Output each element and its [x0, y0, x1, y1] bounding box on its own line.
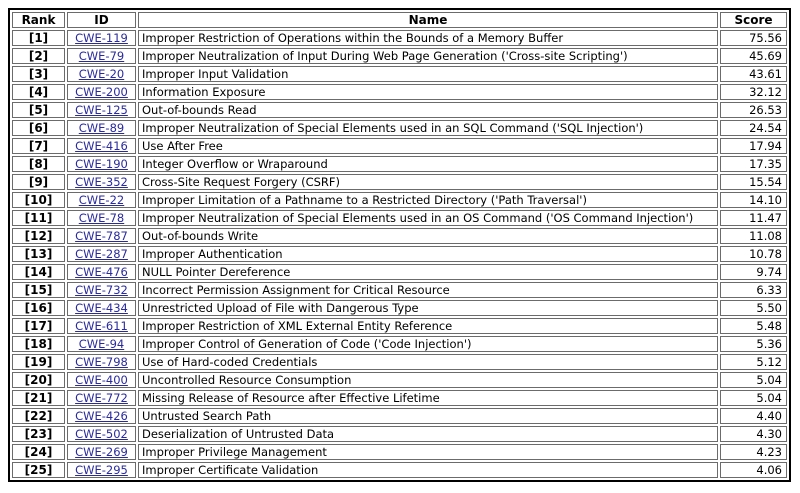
rank-cell: [19] — [12, 354, 65, 370]
cwe-id-cell — [67, 120, 136, 136]
cwe-name-cell: Information Exposure — [138, 84, 718, 100]
rank-cell: [12] — [12, 228, 65, 244]
table-row — [12, 282, 787, 298]
cwe-name-cell: Improper Authentication — [138, 246, 718, 262]
cwe-id-cell — [67, 318, 136, 334]
cwe-name-cell: Improper Privilege Management — [138, 444, 718, 460]
cwe-id-cell — [67, 282, 136, 298]
rank-cell: [4] — [12, 84, 65, 100]
rank-cell: [17] — [12, 318, 65, 334]
cwe-id-cell — [67, 300, 136, 316]
column-header-rank: Rank — [12, 12, 65, 28]
rank-cell: [6] — [12, 120, 65, 136]
cwe-id-link[interactable]: CWE-20 — [78, 66, 125, 81]
cwe-id-cell — [67, 426, 136, 442]
cwe-id-cell — [67, 210, 136, 226]
rank-cell: [13] — [12, 246, 65, 262]
cwe-name-cell: Cross-Site Request Forgery (CSRF) — [138, 174, 718, 190]
cwe-id-cell — [67, 66, 136, 82]
rank-cell: [20] — [12, 372, 65, 388]
cwe-name-cell: Deserialization of Untrusted Data — [138, 426, 718, 442]
cwe-id-cell — [67, 228, 136, 244]
score-cell: 5.36 — [720, 336, 787, 352]
table-row — [12, 66, 787, 82]
cwe-id-link[interactable]: CWE-476 — [75, 264, 128, 279]
cwe-name-cell: Integer Overflow or Wraparound — [138, 156, 718, 172]
cwe-id-link[interactable]: CWE-119 — [75, 30, 128, 45]
score-cell: 5.50 — [720, 300, 787, 316]
cwe-name-cell: Untrusted Search Path — [138, 408, 718, 424]
table-row — [12, 246, 787, 262]
score-cell: 9.74 — [720, 264, 787, 280]
score-cell: 6.33 — [720, 282, 787, 298]
table-row — [12, 120, 787, 136]
cwe-name-cell: Use of Hard-coded Credentials — [138, 354, 718, 370]
cwe-id-cell — [67, 372, 136, 388]
cwe-id-cell — [67, 192, 136, 208]
table-row — [12, 156, 787, 172]
table-row — [12, 264, 787, 280]
score-cell: 45.69 — [720, 48, 787, 64]
cwe-name-cell: Improper Input Validation — [138, 66, 718, 82]
score-cell: 32.12 — [720, 84, 787, 100]
cwe-id-cell — [67, 462, 136, 478]
rank-cell: [15] — [12, 282, 65, 298]
table-row — [12, 354, 787, 370]
score-cell: 11.47 — [720, 210, 787, 226]
column-header-score: Score — [720, 12, 787, 28]
cwe-id-cell — [67, 156, 136, 172]
rank-cell: [16] — [12, 300, 65, 316]
cwe-name-cell: Use After Free — [138, 138, 718, 154]
cwe-name-cell: Unrestricted Upload of File with Dangerous Type — [138, 300, 718, 316]
rank-cell: [11] — [12, 210, 65, 226]
cwe-id-link[interactable]: CWE-502 — [75, 426, 128, 441]
rank-cell: [14] — [12, 264, 65, 280]
cwe-id-link[interactable]: CWE-94 — [78, 336, 125, 351]
table-row — [12, 174, 787, 190]
cwe-id-cell — [67, 30, 136, 46]
cwe-id-link[interactable]: CWE-611 — [75, 318, 128, 333]
cwe-name-cell: NULL Pointer Dereference — [138, 264, 718, 280]
cwe-id-cell — [67, 246, 136, 262]
rank-cell: [24] — [12, 444, 65, 460]
score-cell: 4.23 — [720, 444, 787, 460]
cwe-id-link[interactable]: CWE-287 — [75, 246, 128, 261]
cwe-id-cell — [67, 264, 136, 280]
cwe-name-cell: Missing Release of Resource after Effective Lifetime — [138, 390, 718, 406]
rank-cell: [8] — [12, 156, 65, 172]
cwe-name-cell: Improper Neutralization of Input During Web Page Generation ('Cross-site Scripting') — [138, 48, 718, 64]
score-cell: 17.94 — [720, 138, 787, 154]
cwe-id-cell — [67, 174, 136, 190]
score-cell: 5.04 — [720, 372, 787, 388]
cwe-id-link[interactable]: CWE-269 — [75, 444, 128, 459]
header-row — [12, 12, 787, 28]
cwe-top25-table — [8, 8, 791, 482]
score-cell: 4.30 — [720, 426, 787, 442]
table-body — [12, 30, 787, 478]
score-cell: 10.78 — [720, 246, 787, 262]
score-cell: 43.61 — [720, 66, 787, 82]
score-cell: 24.54 — [720, 120, 787, 136]
table-row — [12, 228, 787, 244]
cwe-id-link[interactable]: CWE-200 — [75, 84, 128, 99]
cwe-name-cell: Improper Restriction of XML External Entity Reference — [138, 318, 718, 334]
rank-cell: [1] — [12, 30, 65, 46]
score-cell: 5.48 — [720, 318, 787, 334]
rank-cell: [9] — [12, 174, 65, 190]
table-row — [12, 408, 787, 424]
table-row — [12, 336, 787, 352]
cwe-id-link[interactable]: CWE-772 — [75, 390, 128, 405]
table-row — [12, 84, 787, 100]
rank-cell: [21] — [12, 390, 65, 406]
cwe-name-cell: Uncontrolled Resource Consumption — [138, 372, 718, 388]
rank-cell: [2] — [12, 48, 65, 64]
cwe-id-link[interactable]: CWE-190 — [75, 156, 128, 171]
score-cell: 5.12 — [720, 354, 787, 370]
rank-cell: [7] — [12, 138, 65, 154]
table-row — [12, 462, 787, 478]
cwe-id-cell — [67, 138, 136, 154]
table-row — [12, 48, 787, 64]
score-cell: 26.53 — [720, 102, 787, 118]
score-cell: 17.35 — [720, 156, 787, 172]
cwe-id-link[interactable]: CWE-78 — [78, 210, 125, 225]
cwe-id-cell — [67, 84, 136, 100]
score-cell: 15.54 — [720, 174, 787, 190]
column-header-id: ID — [67, 12, 136, 28]
rank-cell: [18] — [12, 336, 65, 352]
cwe-id-link[interactable]: CWE-798 — [75, 354, 128, 369]
rank-cell: [3] — [12, 66, 65, 82]
cwe-name-cell: Out-of-bounds Write — [138, 228, 718, 244]
cwe-id-cell — [67, 390, 136, 406]
table-row — [12, 426, 787, 442]
score-cell: 5.04 — [720, 390, 787, 406]
score-cell: 4.06 — [720, 462, 787, 478]
cwe-name-cell: Improper Limitation of a Pathname to a Restricted Directory ('Path Traversal') — [138, 192, 718, 208]
cwe-id-cell — [67, 48, 136, 64]
cwe-id-cell — [67, 102, 136, 118]
rank-cell: [5] — [12, 102, 65, 118]
table-row — [12, 30, 787, 46]
table-row — [12, 210, 787, 226]
cwe-id-cell — [67, 336, 136, 352]
table-row — [12, 300, 787, 316]
table-row — [12, 390, 787, 406]
cwe-id-link[interactable]: CWE-426 — [75, 408, 128, 423]
cwe-id-link[interactable]: CWE-125 — [75, 102, 128, 117]
cwe-id-cell — [67, 354, 136, 370]
score-cell: 75.56 — [720, 30, 787, 46]
table-row — [12, 444, 787, 460]
cwe-id-cell — [67, 444, 136, 460]
score-cell: 14.10 — [720, 192, 787, 208]
cwe-name-cell: Out-of-bounds Read — [138, 102, 718, 118]
cwe-name-cell: Improper Neutralization of Special Elements used in an OS Command ('OS Command Injection') — [138, 210, 718, 226]
rank-cell: [25] — [12, 462, 65, 478]
cwe-name-cell: Improper Certificate Validation — [138, 462, 718, 478]
cwe-id-link[interactable]: CWE-732 — [75, 282, 128, 297]
table-row — [12, 102, 787, 118]
table-header — [12, 12, 787, 28]
cwe-id-link[interactable]: CWE-22 — [78, 192, 125, 207]
column-header-name: Name — [138, 12, 718, 28]
table-row — [12, 192, 787, 208]
cwe-id-link[interactable]: CWE-434 — [75, 300, 128, 315]
rank-cell: [22] — [12, 408, 65, 424]
rank-cell: [23] — [12, 426, 65, 442]
score-cell: 11.08 — [720, 228, 787, 244]
cwe-name-cell: Improper Control of Generation of Code ('Code Injection') — [138, 336, 718, 352]
cwe-name-cell: Incorrect Permission Assignment for Critical Resource — [138, 282, 718, 298]
cwe-id-link[interactable]: CWE-295 — [75, 462, 128, 477]
cwe-id-cell — [67, 408, 136, 424]
cwe-id-link[interactable]: CWE-352 — [75, 174, 128, 189]
table-row — [12, 318, 787, 334]
score-cell: 4.40 — [720, 408, 787, 424]
table-row — [12, 372, 787, 388]
cwe-id-link[interactable]: CWE-89 — [78, 120, 125, 135]
table-row — [12, 138, 787, 154]
cwe-name-cell: Improper Neutralization of Special Elements used in an SQL Command ('SQL Injection') — [138, 120, 718, 136]
rank-cell: [10] — [12, 192, 65, 208]
cwe-id-link[interactable]: CWE-400 — [75, 372, 128, 387]
cwe-name-cell: Improper Restriction of Operations within the Bounds of a Memory Buffer — [138, 30, 718, 46]
cwe-id-link[interactable]: CWE-79 — [78, 48, 125, 63]
cwe-id-link[interactable]: CWE-787 — [75, 228, 128, 243]
cwe-id-link[interactable]: CWE-416 — [75, 138, 128, 153]
